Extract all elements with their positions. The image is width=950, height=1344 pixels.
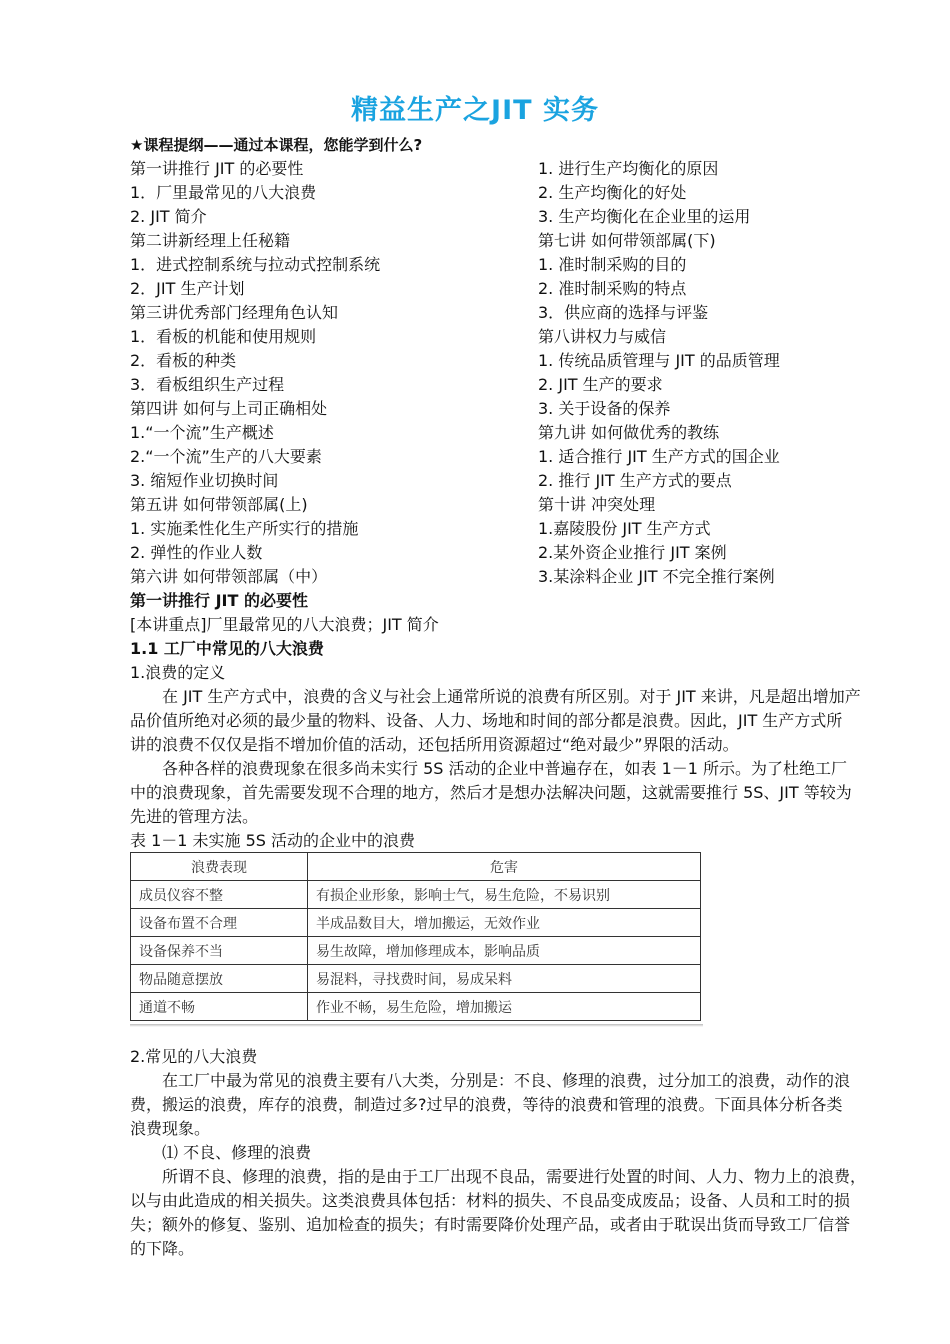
table-cell: 通道不畅	[131, 993, 308, 1021]
lecture1-section-continued	[130, 1045, 867, 1261]
outline-line: 第七讲 如何带领部属(下)	[538, 231, 716, 250]
table-shadow	[130, 1024, 703, 1027]
outline-line: 1. 进行生产均衡化的原因	[538, 159, 719, 178]
paragraph-line	[130, 1165, 867, 1189]
table-row	[131, 993, 701, 1021]
outline-line: 2. 弹性的作业人数	[130, 543, 263, 562]
outline-line: 第八讲权力与威信	[538, 327, 667, 346]
table-cell: 作业不畅，易生危险，增加搬运	[308, 993, 701, 1021]
subheading-text: ⑴ 不良、修理的浪费	[162, 1143, 312, 1162]
table-caption: 表 1－1 未实施 5S 活动的企业中的浪费	[130, 831, 416, 850]
lecture-focus: [本讲重点]厂里最常见的八大浪费；JIT 简介	[130, 615, 439, 634]
paragraph-text: 各种各样的浪费现象在很多尚未实行 5S 活动的企业中普遍存在，如表 1－1 所示。为了杜绝工厂	[162, 759, 848, 778]
outline-line: 1.嘉陵股份 JIT 生产方式	[538, 519, 711, 538]
outline-line: 2. 推行 JIT 生产方式的要点	[538, 471, 732, 490]
outline-line: 1. 适合推行 JIT 生产方式的国企业	[538, 447, 780, 466]
outline-line: 2. JIT 简介	[130, 207, 207, 226]
table-cell: 设备布置不合理	[131, 909, 308, 937]
outline-line: 1. 准时制采购的目的	[538, 255, 687, 274]
paragraph-text: 所谓不良、修理的浪费，指的是由于工厂出现不良品，需要进行处置的时间、人力、物力上的浪费，	[162, 1167, 867, 1186]
outline-line: 1.“一个流”生产概述	[130, 423, 274, 442]
outline-line: 第五讲 如何带领部属(上)	[130, 495, 308, 514]
waste-table	[130, 852, 701, 1021]
outline-line: 2. 准时制采购的特点	[538, 279, 687, 298]
paragraph-line: 失；额外的修复、鉴别、追加检查的损失；有时需要降价处理产品，或者由于耽误出货而导致工厂信誉	[130, 1215, 851, 1234]
outline-left-column	[130, 157, 530, 589]
paragraph-line: 费，搬运的浪费，库存的浪费，制造过多?过早的浪费，等待的浪费和管理的浪费。下面具体分析各类	[130, 1095, 843, 1114]
table-row	[131, 909, 701, 937]
outline-line: 第一讲推行 JIT 的必要性	[130, 159, 304, 178]
outline-line: 1．厂里最常见的八大浪费	[130, 183, 317, 202]
outline-line: 第三讲优秀部门经理角色认知	[130, 303, 339, 322]
outline-line: 3. 关于设备的保养	[538, 399, 671, 418]
table-cell: 成员仪容不整	[131, 881, 308, 909]
outline-right-column	[538, 157, 918, 589]
outline-line: 2.某外资企业推行 JIT 案例	[538, 543, 727, 562]
outline-line: 第六讲 如何带领部属（中）	[130, 567, 328, 586]
subheading	[130, 1141, 856, 1165]
outline-line: 1. 实施柔性化生产所实行的措施	[130, 519, 359, 538]
paragraph-line	[130, 685, 861, 709]
outline-line: 1．看板的机能和使用规则	[130, 327, 317, 346]
table-cell: 有损企业形象，影响士气，易生危险，不易识别	[308, 881, 701, 909]
table-header-row	[131, 853, 701, 881]
table-header-cell: 浪费表现	[131, 853, 308, 881]
paragraph-line: 的下降。	[130, 1239, 195, 1258]
outline-line: 2. JIT 生产的要求	[538, 375, 663, 394]
outline-line: 第四讲 如何与上司正确相处	[130, 399, 328, 418]
subheading: 1.浪费的定义	[130, 663, 226, 682]
outline-line: 1．进式控制系统与拉动式控制系统	[130, 255, 381, 274]
outline-line: 2. 生产均衡化的好处	[538, 183, 687, 202]
outline-line: 3．供应商的选择与评鉴	[538, 303, 709, 322]
outline-line: 2.“一个流”生产的八大要素	[130, 447, 322, 466]
outline-line: 3. 缩短作业切换时间	[130, 471, 279, 490]
paragraph-text: 在 JIT 生产方式中，浪费的含义与社会上通常所说的浪费有所区别。对于 JIT 来讲，凡是超出增加产	[162, 687, 861, 706]
paragraph-line	[130, 757, 856, 781]
outline-line: 第九讲 如何做优秀的教练	[538, 423, 720, 442]
table-row	[131, 881, 701, 909]
outline-line: 第十讲 冲突处理	[538, 495, 656, 514]
outline-line: 第二讲新经理上任秘籍	[130, 231, 291, 250]
table-cell: 设备保养不当	[131, 937, 308, 965]
table-cell: 易混料，寻找费时间，易成呆料	[308, 965, 701, 993]
table-row	[131, 965, 701, 993]
paragraph-text: 在工厂中最为常见的浪费主要有八大类，分别是：不良、修理的浪费，过分加工的浪费，动作的浪	[162, 1071, 851, 1090]
section-heading: 1.1 工厂中常见的八大浪费	[130, 639, 324, 658]
outline-line: 3.某涂料企业 JIT 不完全推行案例	[538, 567, 775, 586]
paragraph-line: 品价值所绝对必须的最少量的物料、设备、人力、场地和时间的部分都是浪费。因此，JIT 生产方式所	[130, 711, 843, 730]
paragraph-line: 以与由此造成的相关损失。这类浪费具体包括：材料的损失、不良品变成废品；设备、人员和工时的损	[130, 1191, 851, 1210]
paragraph-line: 讲的浪费不仅仅是指不增加价值的活动，还包括所用资源超过“绝对最少”界限的活动。	[130, 735, 739, 754]
outline-header: ★课程提纲——通过本课程，您能学到什么?	[130, 136, 423, 154]
lecture-heading: 第一讲推行 JIT 的必要性	[130, 591, 308, 610]
outline-line: 3. 生产均衡化在企业里的运用	[538, 207, 751, 226]
outline-line: 1. 传统品质管理与 JIT 的品质管理	[538, 351, 780, 370]
paragraph-line: 中的浪费现象，首先需要发现不合理的地方，然后才是想办法解决问题，这就需要推行 5S、JIT 等较为	[130, 783, 852, 802]
table-cell: 易生故障，增加修理成本，影响品质	[308, 937, 701, 965]
table-header-cell: 危害	[308, 853, 701, 881]
subheading: 2.常见的八大浪费	[130, 1047, 258, 1066]
paragraph-line: 浪费现象。	[130, 1119, 211, 1138]
outline-line: 2．JIT 生产计划	[130, 279, 245, 298]
document-title: 精益生产之JIT 实务	[351, 95, 599, 126]
paragraph-line	[130, 1069, 856, 1093]
table-cell: 半成品数目大，增加搬运，无效作业	[308, 909, 701, 937]
table-cell: 物品随意摆放	[131, 965, 308, 993]
outline-line: 2．看板的种类	[130, 351, 237, 370]
outline-line: 3．看板组织生产过程	[130, 375, 285, 394]
paragraph-line: 先进的管理方法。	[130, 807, 259, 826]
table-row	[131, 937, 701, 965]
lecture1-section	[130, 589, 861, 853]
